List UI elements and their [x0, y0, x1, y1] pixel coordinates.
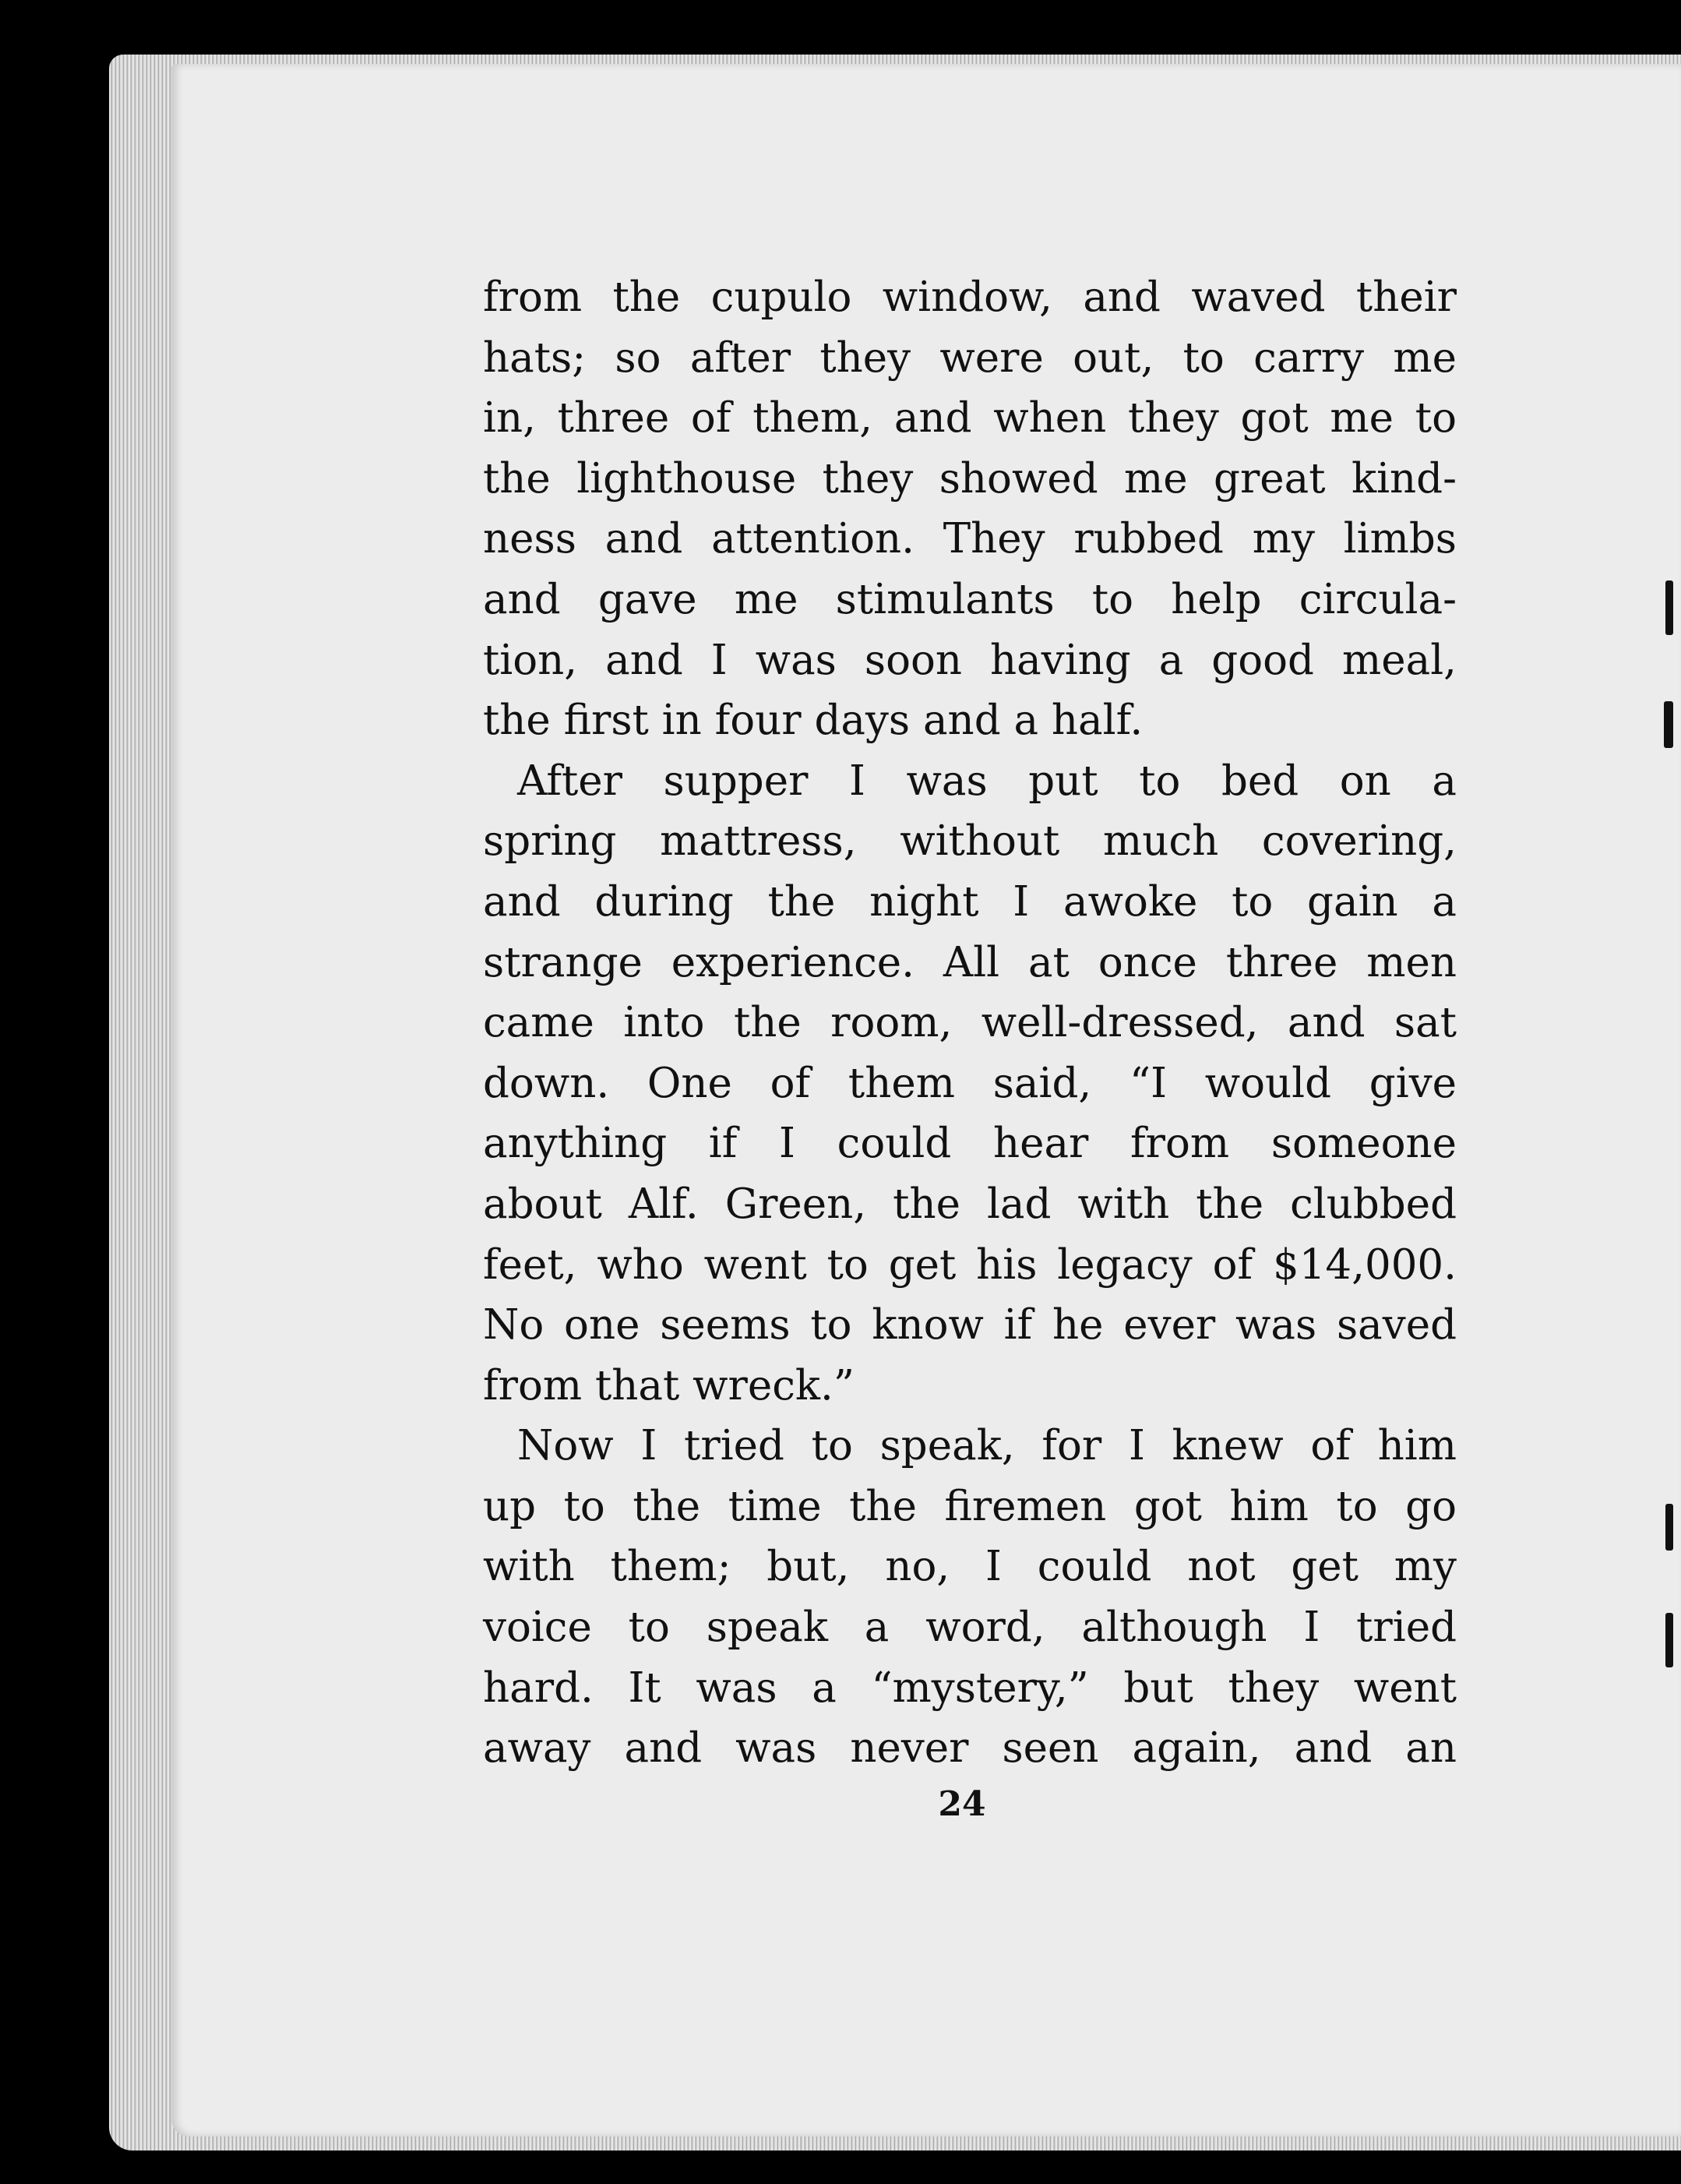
text-line: and gave me stimulants to help circula-	[483, 575, 1457, 623]
body-text	[483, 267, 1457, 1779]
text-line: the first in four days and a half.	[483, 697, 1144, 745]
text-line: anything if I could hear from someone	[483, 1120, 1457, 1168]
text-line: from the cupulo window, and waved their	[483, 273, 1457, 321]
text-line: tion, and I was soon having a good meal,	[483, 636, 1457, 684]
text-line: in, three of them, and when they got me to	[483, 394, 1457, 443]
text-line: away and was never seen again, and an	[483, 1724, 1457, 1773]
text-line: with them; but, no, I could not get my	[483, 1543, 1457, 1591]
text-line: No one seems to know if he ever was saved	[483, 1301, 1457, 1350]
right-edge-mark	[1665, 1613, 1673, 1667]
text-line: voice to speak a word, although I tried	[483, 1604, 1457, 1652]
text-line: Now I tried to speak, for I knew of him	[517, 1422, 1457, 1470]
text-line: After supper I was put to bed on a	[517, 757, 1457, 805]
text-line: the lighthouse they showed me great kind-	[483, 454, 1457, 503]
text-line: about Alf. Green, the lad with the clubbed	[483, 1180, 1457, 1228]
text-line: ness and attention. They rubbed my limbs	[483, 515, 1457, 563]
text-line: hats; so after they were out, to carry me	[483, 333, 1457, 382]
page-number: 24	[938, 1784, 986, 1824]
text-line: down. One of them said, “I would give	[483, 1059, 1457, 1107]
text-line: and during the night I awoke to gain a	[483, 877, 1457, 926]
right-edge-mark	[1664, 701, 1673, 748]
right-edge-mark	[1665, 580, 1673, 635]
text-line: came into the room, well-dressed, and sat	[483, 999, 1457, 1047]
text-line: feet, who went to get his legacy of $14,000.	[483, 1240, 1457, 1289]
text-line: up to the time the firemen got him to go	[483, 1482, 1457, 1530]
right-edge-mark	[1665, 1504, 1673, 1551]
text-line: spring mattress, without much covering,	[483, 817, 1457, 866]
text-line: strange experience. All at once three men	[483, 938, 1457, 986]
text-line: hard. It was a “mystery,” but they went	[483, 1664, 1457, 1712]
text-line: from that wreck.”	[483, 1361, 855, 1410]
